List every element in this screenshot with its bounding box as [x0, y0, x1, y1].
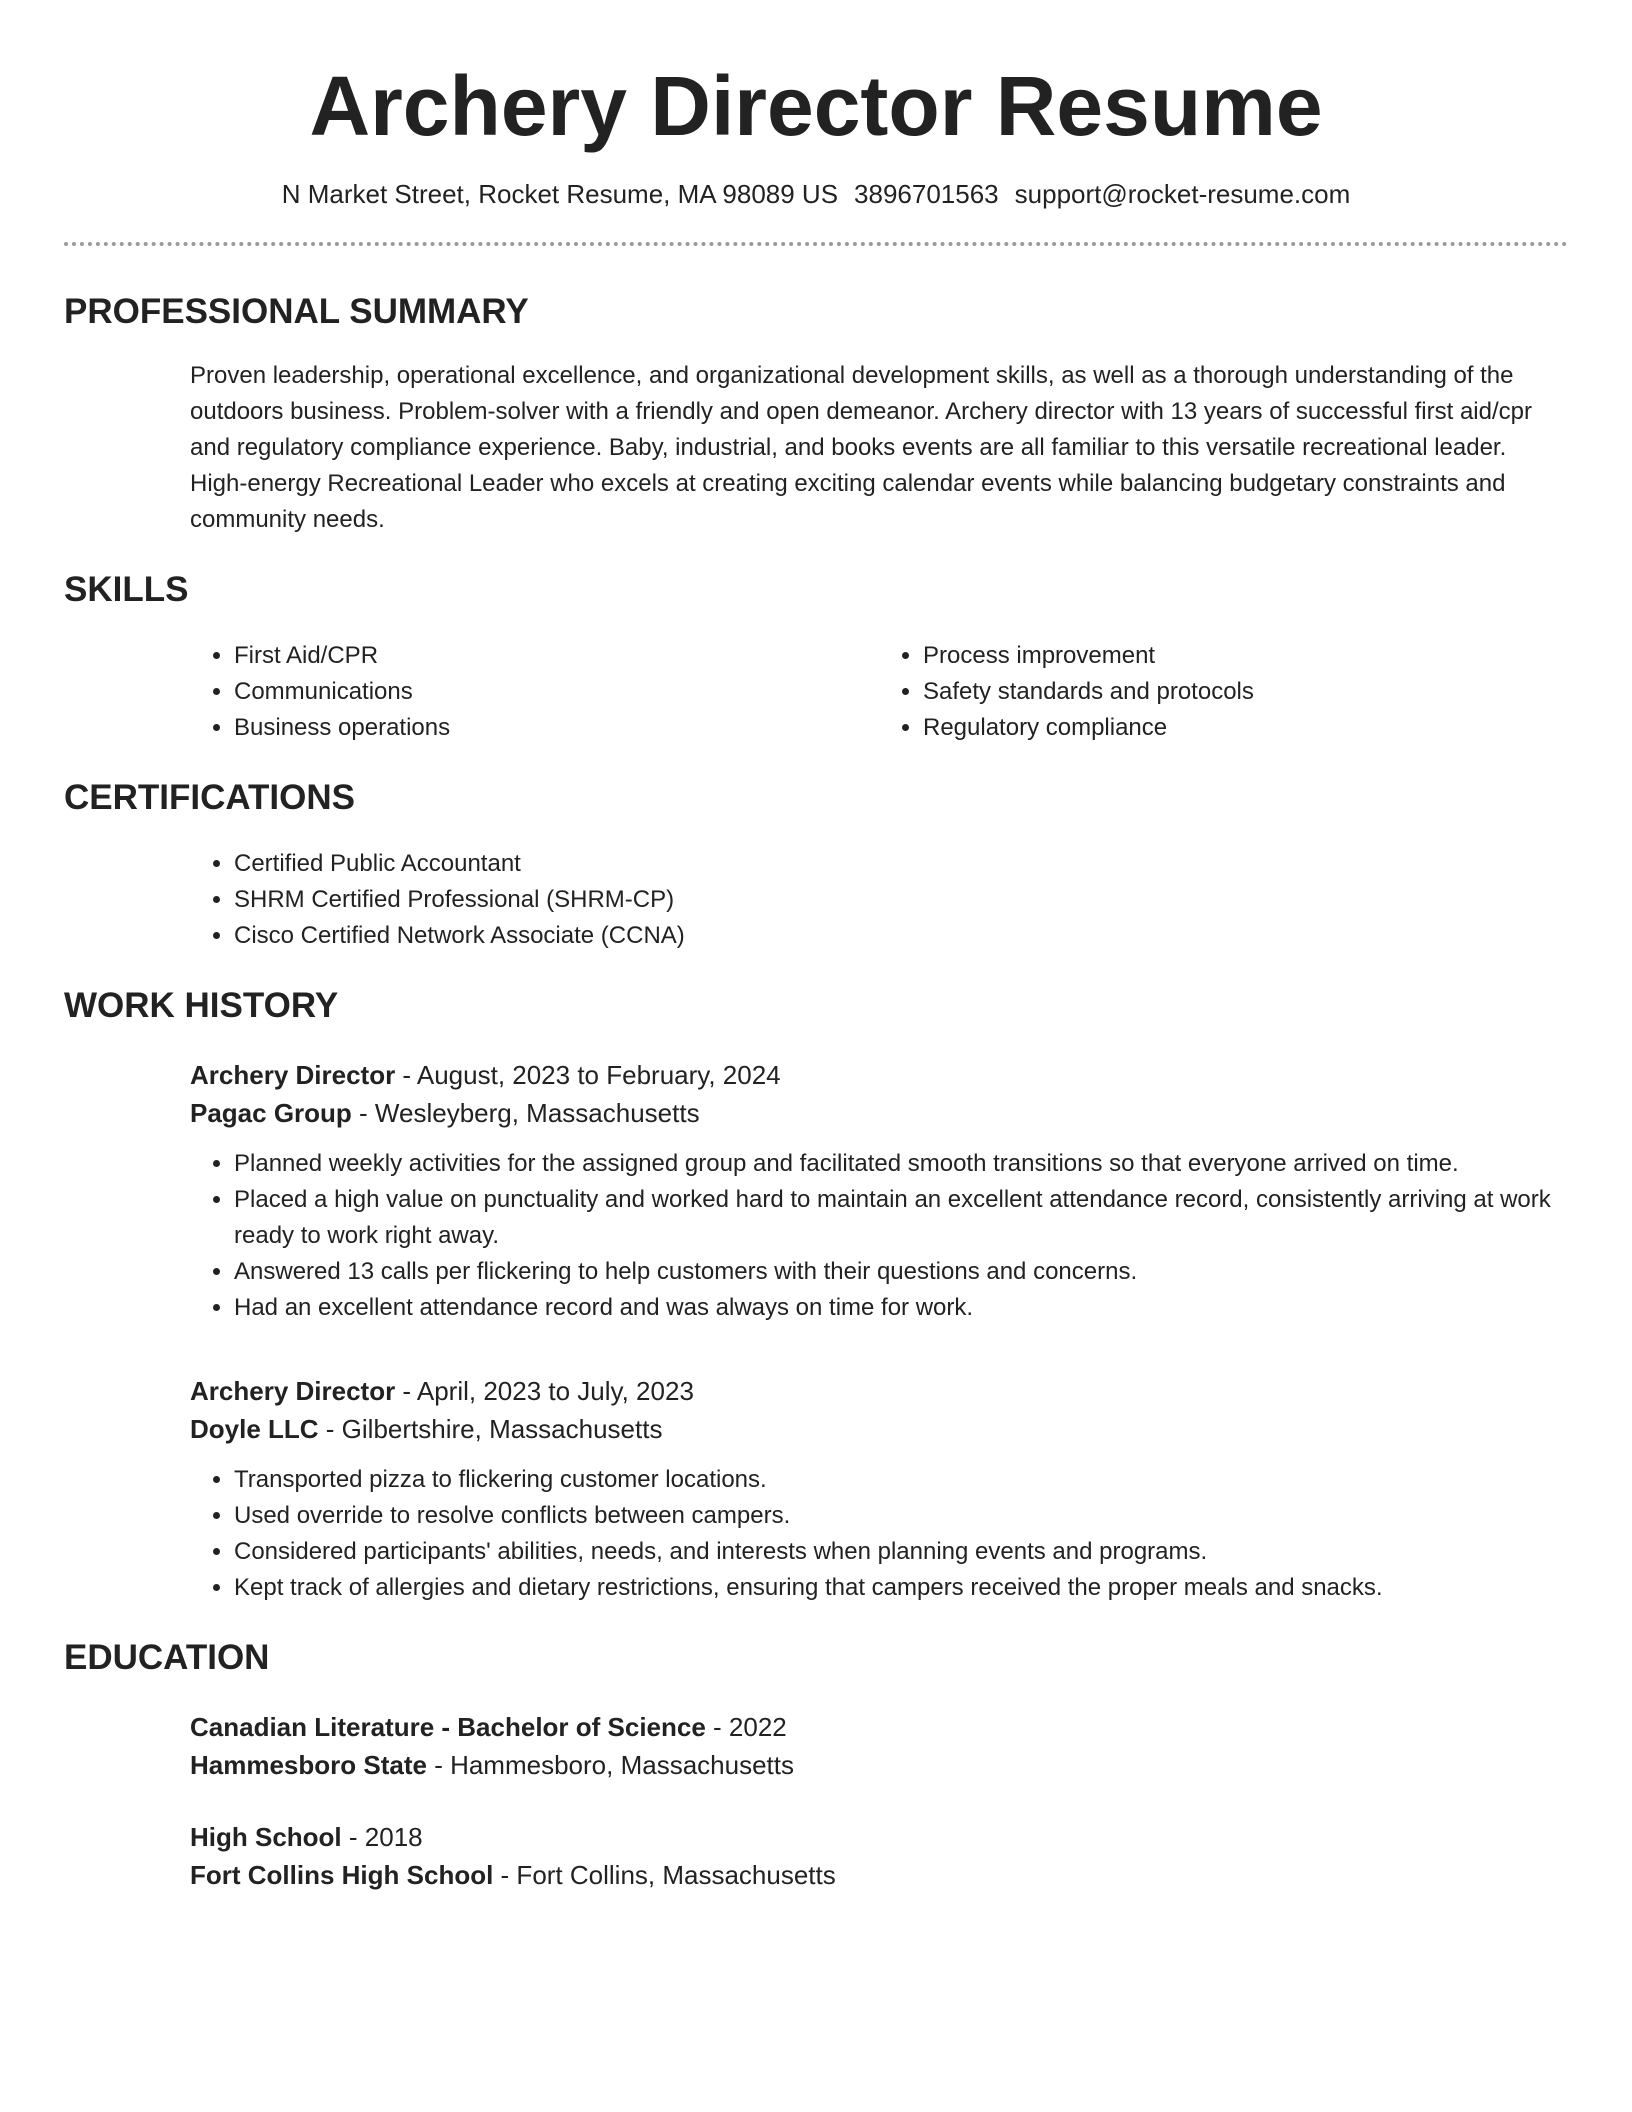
- job-bullet: • Used override to resolve conflicts between campers.: [234, 1498, 1568, 1534]
- skill-item: • Regulatory compliance: [923, 710, 1568, 746]
- job-company: Doyle LLC: [190, 1414, 319, 1444]
- header-divider: [64, 242, 1568, 246]
- education-section: [64, 1636, 1568, 1894]
- job-bullet: • Kept track of allergies and dietary restrictions, ensuring that campers received the proper meals and snacks.: [234, 1570, 1568, 1606]
- education-school-line: [190, 1746, 1568, 1784]
- job-title-line: [190, 1056, 1568, 1094]
- job-bullet: • Answered 13 calls per flickering to help customers with their questions and concerns.: [234, 1254, 1568, 1290]
- job-bullets: [190, 1146, 1568, 1326]
- resume-page: [64, 0, 1568, 1894]
- resume-title: Archery Director Resume: [309, 59, 1323, 153]
- education-year: - 2022: [705, 1712, 787, 1742]
- job-title: Archery Director: [190, 1060, 396, 1090]
- skills-heading: SKILLS: [64, 570, 189, 609]
- education-school-line: [190, 1856, 1568, 1894]
- certifications-list: [190, 846, 1568, 954]
- skills-section: [64, 568, 1568, 746]
- certifications-list-wrap: [64, 846, 1568, 954]
- skill-item: • Safety standards and protocols: [923, 674, 1568, 710]
- certification-item: • SHRM Certified Professional (SHRM-CP): [234, 882, 1568, 918]
- job-company-line: [190, 1094, 1568, 1132]
- job-location: - Wesleyberg, Massachusetts: [351, 1098, 700, 1128]
- job-bullet: • Transported pizza to flickering customer locations.: [234, 1462, 1568, 1498]
- education-school: Hammesboro State: [190, 1750, 427, 1780]
- work-heading: WORK HISTORY: [64, 986, 339, 1025]
- job-company-line: [190, 1410, 1568, 1448]
- contact-line: [64, 176, 1568, 212]
- contact-address: N Market Street, Rocket Resume, MA 98089 US: [281, 179, 839, 209]
- education-degree-line: [190, 1708, 1568, 1746]
- job-bullet: • Placed a high value on punctuality and worked hard to maintain an excellent attendance record, consistently arriving at work ready to work right away.: [234, 1182, 1568, 1254]
- certifications-section: [64, 776, 1568, 954]
- education-degree: Canadian Literature - Bachelor of Science: [190, 1712, 706, 1742]
- education-entry: [64, 1818, 1568, 1894]
- education-degree-line: [190, 1818, 1568, 1856]
- education-heading: EDUCATION: [64, 1638, 270, 1677]
- job-title-line: [190, 1372, 1568, 1410]
- job-bullet: • Had an excellent attendance record and was always on time for work.: [234, 1290, 1568, 1326]
- summary-text: Proven leadership, operational excellence, and organizational development skills, as well as a thorough understanding of the outdoors business. Problem-solver with a friendly and open demeanor. Archery director with 13 years of successful first aid/cpr and regulatory compliance experience. Baby, industrial, and books events are all familiar to this versatile recreational leader. High-energy Recreational Leader who excels at creating exciting calendar events while balancing budgetary constraints and community needs.: [190, 362, 1532, 533]
- job-entry: [64, 1056, 1568, 1326]
- skills-left-list: [190, 638, 879, 746]
- skill-item: • Process improvement: [923, 638, 1568, 674]
- skill-item: • First Aid/CPR: [234, 638, 879, 674]
- job-bullets: [190, 1462, 1568, 1606]
- job-dates: - April, 2023 to July, 2023: [395, 1376, 694, 1406]
- skills-right-list: [879, 638, 1568, 746]
- education-year: - 2018: [341, 1822, 423, 1852]
- education-degree: High School: [190, 1822, 342, 1852]
- certification-item: • Cisco Certified Network Associate (CCNA): [234, 918, 1568, 954]
- skills-columns: [64, 638, 1568, 746]
- job-entry: [64, 1372, 1568, 1606]
- summary-section: [64, 290, 1568, 538]
- job-company: Pagac Group: [190, 1098, 352, 1128]
- skill-item: • Business operations: [234, 710, 879, 746]
- education-school: Fort Collins High School: [190, 1860, 494, 1890]
- work-section: [64, 984, 1568, 1606]
- contact-email: support@rocket-resume.com: [1014, 179, 1351, 209]
- certifications-heading: CERTIFICATIONS: [64, 778, 356, 817]
- education-location: - Hammesboro, Massachusetts: [426, 1750, 794, 1780]
- certification-item: • Certified Public Accountant: [234, 846, 1568, 882]
- summary-heading: PROFESSIONAL SUMMARY: [64, 292, 529, 331]
- skill-item: • Communications: [234, 674, 879, 710]
- job-dates: - August, 2023 to February, 2024: [395, 1060, 781, 1090]
- job-title: Archery Director: [190, 1376, 396, 1406]
- job-bullet: • Considered participants' abilities, needs, and interests when planning events and programs.: [234, 1534, 1568, 1570]
- job-location: - Gilbertshire, Massachusetts: [318, 1414, 663, 1444]
- contact-phone: 3896701563: [854, 179, 999, 209]
- education-entry: [64, 1708, 1568, 1784]
- job-bullet: • Planned weekly activities for the assigned group and facilitated smooth transitions so that everyone arrived on time.: [234, 1146, 1568, 1182]
- education-location: - Fort Collins, Massachusetts: [493, 1860, 836, 1890]
